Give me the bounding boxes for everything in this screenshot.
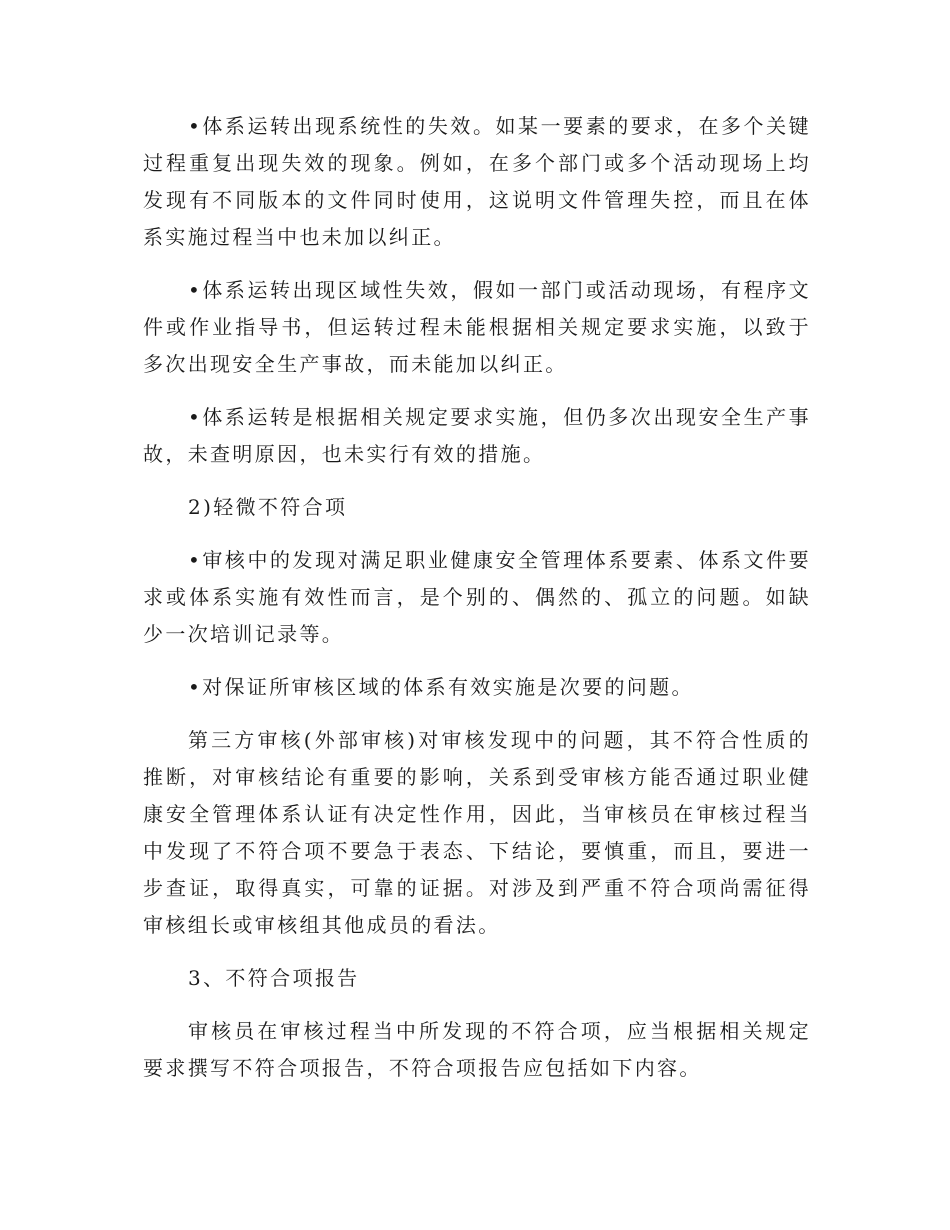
paragraph-third-party-audit: 第三方审核(外部审核)对审核发现中的问题，其不符合性质的推断，对审核结论有重要的影响，关系到受审核方能否通过职业健康安全管理体系认证有决定性作用，因此，当审核员在审核过程当中发现了不符合项不要急于表态、下结论，要慎重，而且，要进一步查证，取得真实，可靠的证据。对涉及到严重不符合项尚需征得审核组长或审核组其他成员的看法。 <box>143 728 811 937</box>
paragraph-secondary-issue: •对保证所审核区域的体系有效实施是次要的问题。 <box>188 675 694 699</box>
paragraph-spacer <box>143 706 811 722</box>
paragraph-spacer <box>143 653 811 669</box>
document-page <box>143 108 811 1087</box>
paragraph-spacer <box>143 944 811 960</box>
paragraph-spacer <box>143 256 811 272</box>
heading-nonconformity-report: 3、不符合项报告 <box>188 966 360 990</box>
paragraph-spacer <box>143 473 811 489</box>
heading-minor-nonconformity: 2)轻微不符合项 <box>188 495 348 519</box>
paragraph-spacer <box>143 997 811 1013</box>
paragraph-repeated-accidents: •体系运转是根据相关规定要求实施，但仍多次出现安全生产事故，未查明原因，也未实行有效的措施。 <box>143 405 811 466</box>
paragraph-spacer <box>143 383 811 399</box>
paragraph-systemic-failure: •体系运转出现系统性的失效。如某一要素的要求，在多个关键过程重复出现失效的现象。例如，在多个部门或多个活动现场上均发现有不同版本的文件同时使用，这说明文件管理失控，而且在体系实施过程当中也未加以纠正。 <box>143 114 811 249</box>
paragraph-regional-failure: •体系运转出现区域性失效，假如一部门或活动现场，有程序文件或作业指导书，但运转过程未能根据相关规定要求实施，以致于多次出现安全生产事故，而未能加以纠正。 <box>143 278 811 376</box>
paragraph-report-contents: 审核员在审核过程当中所发现的不符合项，应当根据相关规定要求撰写不符合项报告，不符合项报告应包括如下内容。 <box>143 1019 811 1080</box>
paragraph-spacer <box>143 526 811 542</box>
paragraph-isolated-issue: •审核中的发现对满足职业健康安全管理体系要素、体系文件要求或体系实施有效性而言，是个别的、偶然的、孤立的问题。如缺少一次培训记录等。 <box>143 548 811 646</box>
